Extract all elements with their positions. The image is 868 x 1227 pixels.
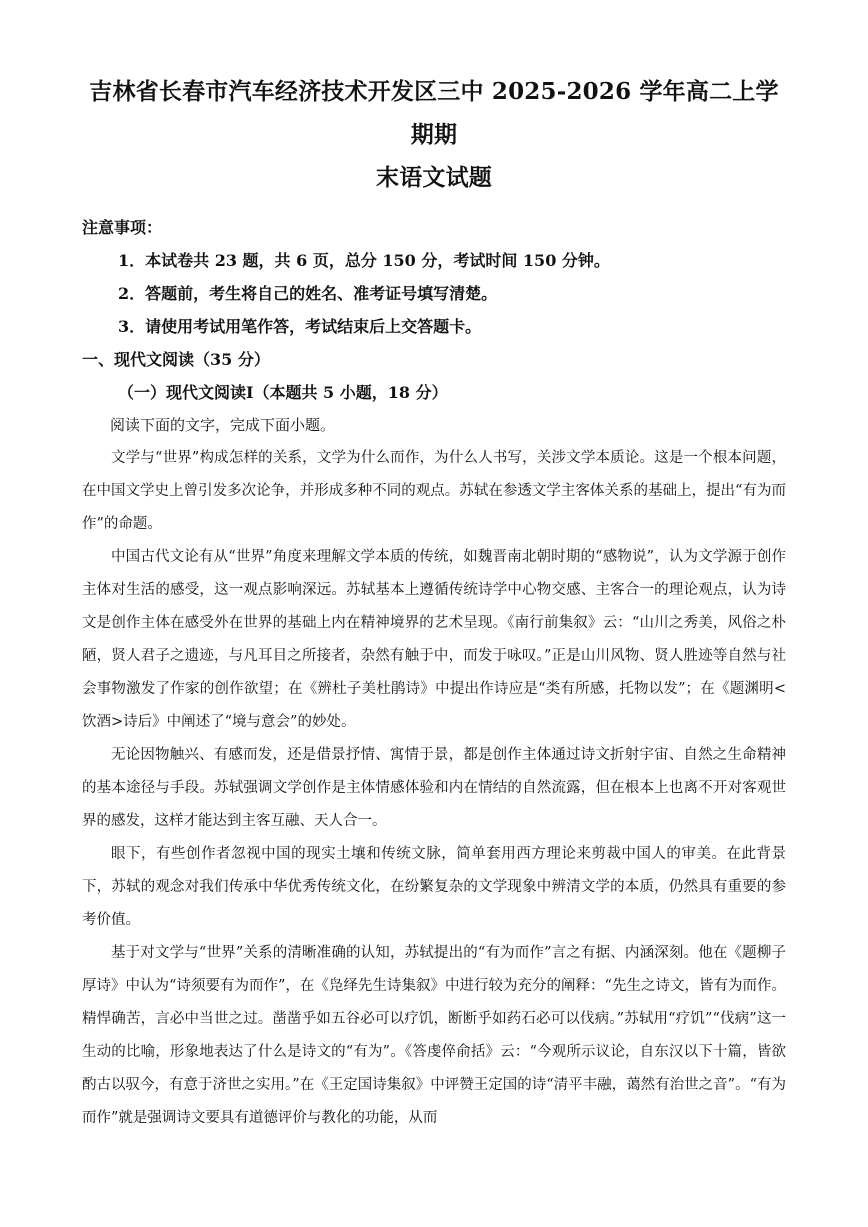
notice-item-2: 2．答题前，考生将自己的姓名、准考证号填写清楚。 <box>118 284 498 303</box>
notice-item-1: 1．本试卷共 23 题，共 6 页，总分 150 分，考试时间 150 分钟。 <box>118 251 610 270</box>
passage-paragraph-4: 眼下，有些创作者忽视中国的现实土壤和传统文脉，简单套用西方理论来剪裁中国人的审美。在此背景下，苏轼的观念对我们传承中华优秀传统文化，在纷繁复杂的文学现象中辨清文学的本质，仍然具有重要的参考价值。 <box>82 846 786 928</box>
section-heading: 一、现代文阅读（35 分） <box>82 350 270 369</box>
passage-paragraph-3: 无论因物触兴、有感而发，还是借景抒情、寓情于景，都是创作主体通过诗文折射宇宙、自然之生命精神的基本途径与手段。苏轼强调文学创作是主体情感体验和内在情结的自然流露，但在根本上也离不开对客观世界的感发，这样才能达到主客互融、天人合一。 <box>82 747 786 829</box>
notice-item-3: 3．请使用考试用笔作答，考试结束后上交答题卡。 <box>118 317 482 336</box>
exam-title <box>82 70 786 199</box>
exam-title-line-2: 末语文试题 <box>376 164 492 191</box>
reading-instruction: 阅读下面的文字，完成下面小题。 <box>110 416 336 434</box>
notice-heading: 注意事项： <box>82 218 163 237</box>
passage-paragraph-2: 中国古代文论有从“世界”角度来理解文学本质的传统，如魏晋南北朝时期的“感物说”，认为文学源于创作主体对生活的感受，这一观点影响深远。苏轼基本上遵循传统诗学中心物交感、主客合一的理论观点，认为诗文是创作主体在感受外在世界的基础上内在精神境界的艺术呈现。《南行前集叙》云：“山川之秀美，风俗之朴陋，贤人君子之遗迹，与凡耳目之所接者，杂然有触于中，而发于咏叹。”正是山川风物、贤人胜迹等自然与社会事物激发了作家的创作欲望；在《辨杜子美杜鹃诗》中提出作诗应是“类有所感，托物以发”；在《题渊明<饮酒>诗后》中阐述了“境与意会”的妙处。 <box>82 549 786 730</box>
subsection-heading: （一）现代文阅读Ⅰ（本题共 5 小题，18 分） <box>118 383 448 402</box>
exam-title-line-1: 吉林省长春市汽车经济技术开发区三中 2025-2026 学年高二上学期期 <box>89 78 779 148</box>
passage-paragraph-1: 文学与“世界”构成怎样的关系，文学为什么而作，为什么人书写，关涉文学本质论。这是一个根本问题，在中国文学史上曾引发多次论争，并形成多种不同的观点。苏轼在参透文学主客体关系的基础上，提出“有为而作”的命题。 <box>82 450 786 532</box>
passage-paragraph-5: 基于对文学与“世界”关系的清晰准确的认知，苏轼提出的“有为而作”言之有据、内涵深刻。他在《题柳子厚诗》中认为“诗须要有为而作”，在《凫绎先生诗集叙》中进行较为充分的阐释：“先生之诗文，皆有为而作。精悍确苦，言必中当世之过。凿凿乎如五谷必可以疗饥，断断乎如药石必可以伐病。”苏轼用“疗饥”“伐病”这一生动的比喻，形象地表达了什么是诗文的“有为”。《答虔倅俞括》云：“今观所示议论，自东汉以下十篇，皆欲酌古以驭今，有意于济世之实用。”在《王定国诗集叙》中评赞王定国的诗“清平丰融，蔼然有治世之音”。“有为而作”就是强调诗文要具有道德评价与教化的功能，从而 <box>82 945 786 1126</box>
